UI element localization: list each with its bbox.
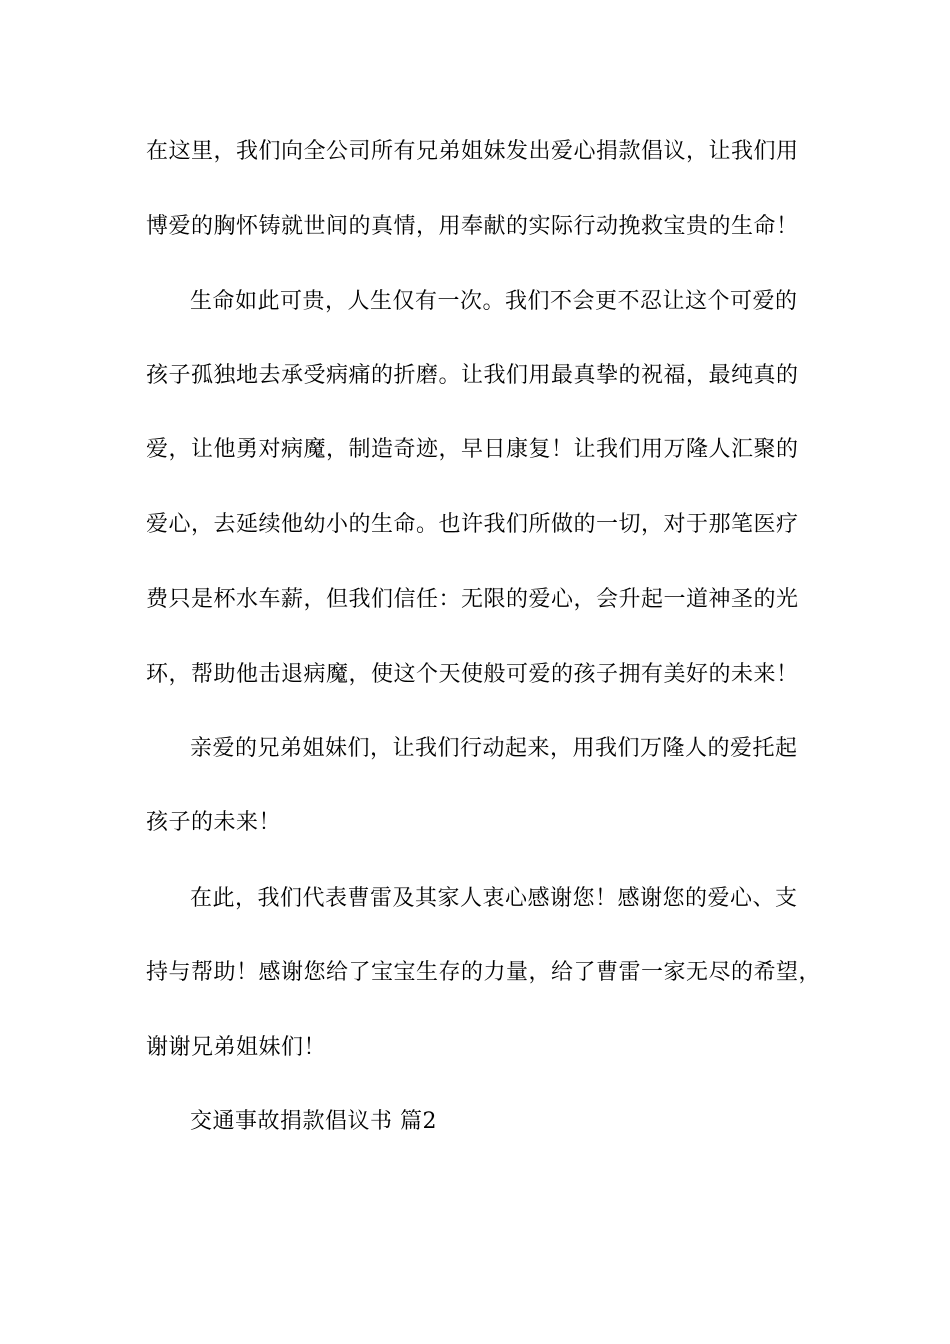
paragraph-line: 孩子的未来！ bbox=[146, 810, 282, 835]
paragraph-line: 在此，我们代表曹雷及其家人衷心感谢您！感谢您的爱心、支 bbox=[190, 886, 798, 911]
paragraph-line: 费只是杯水车薪，但我们信任：无限的爱心，会升起一道神圣的光 bbox=[146, 587, 799, 612]
paragraph-line: 在这里，我们向全公司所有兄弟姐妹发出爱心捐款倡议，让我们用 bbox=[146, 139, 799, 164]
paragraph-line: 持与帮助！感谢您给了宝宝生存的力量，给了曹雷一家无尽的希望， bbox=[146, 960, 822, 985]
paragraph-line: 爱心，去延续他幼小的生命。也许我们所做的一切，对于那笔医疗 bbox=[146, 512, 799, 537]
paragraph-line: 谢谢兄弟姐妹们！ bbox=[146, 1035, 327, 1060]
section-heading: 交通事故捐款倡议书 篇2 bbox=[190, 1109, 437, 1134]
paragraph-line: 环，帮助他击退病魔，使这个天使般可爱的孩子拥有美好的未来！ bbox=[146, 662, 799, 687]
paragraph-line: 博爱的胸怀铸就世间的真情，用奉献的实际行动挽救宝贵的生命！ bbox=[146, 214, 799, 239]
paragraph-line: 生命如此可贵，人生仅有一次。我们不会更不忍让这个可爱的 bbox=[190, 289, 798, 314]
paragraph-line: 亲爱的兄弟姐妹们，让我们行动起来，用我们万隆人的爱托起 bbox=[190, 736, 798, 761]
paragraph-line: 孩子孤独地去承受病痛的折磨。让我们用最真挚的祝福，最纯真的 bbox=[146, 363, 799, 388]
paragraph-line: 爱，让他勇对病魔，制造奇迹，早日康复！让我们用万隆人汇聚的 bbox=[146, 437, 799, 462]
